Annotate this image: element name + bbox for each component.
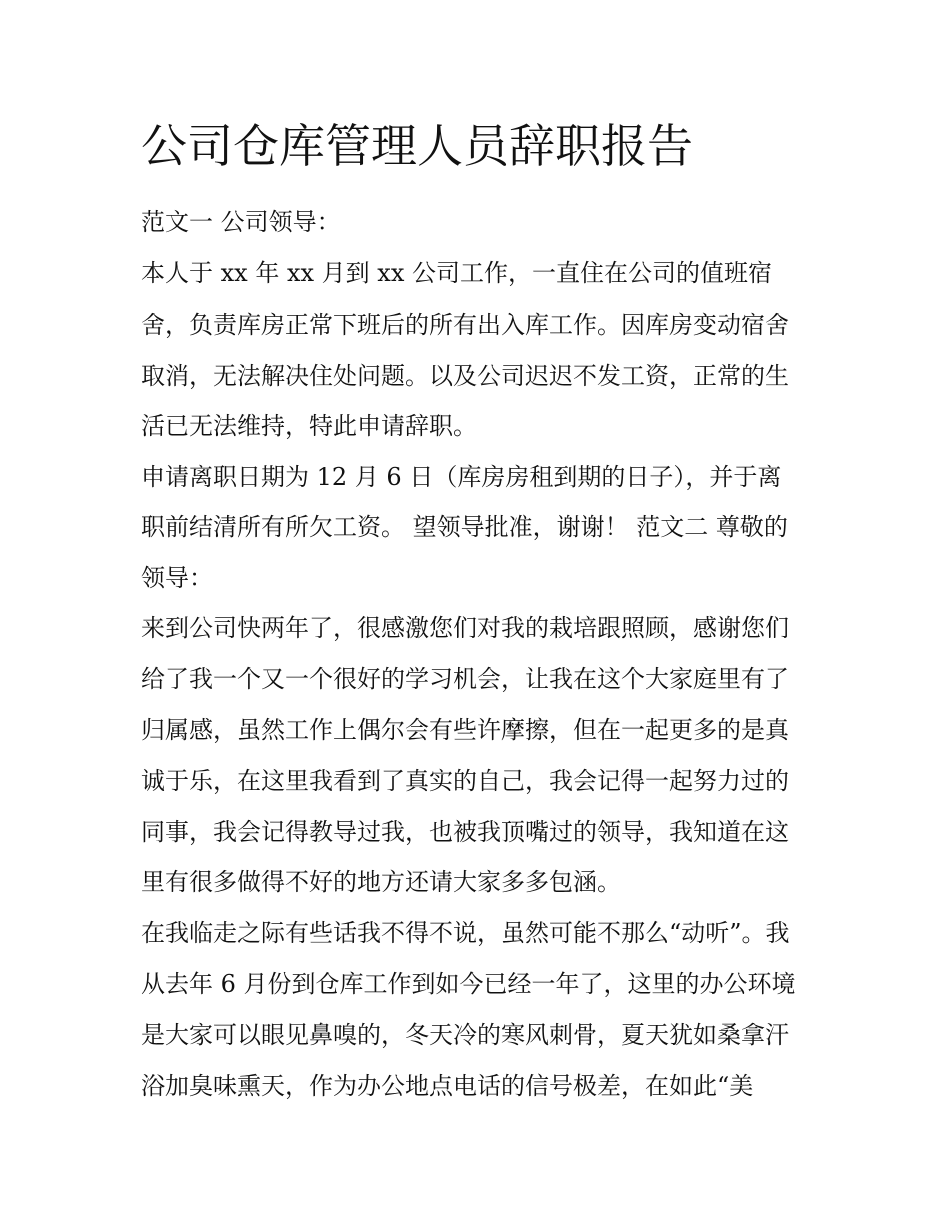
body-line: 诚于乐，在这里我看到了真实的自己，我会记得一起努力过的 (141, 767, 789, 795)
body-line: 从去年 6 月份到仓库工作到如今已经一年了，这里的办公环境 (141, 970, 796, 998)
body-line: 领导： (141, 564, 213, 592)
body-line: 舍，负责库房正常下班后的所有出入库工作。因库房变动宿舍 (141, 311, 789, 339)
body-line: 是大家可以眼见鼻嗅的，冬天冷的寒风刺骨，夏天犹如桑拿汗 (141, 1021, 789, 1049)
body-line: 在我临走之际有些话我不得不说，虽然可能不那么“动听”。我 (141, 919, 790, 947)
body-line: 申请离职日期为 12 月 6 日（库房房租到期的日子），并于离 (141, 463, 782, 491)
document-title: 公司仓库管理人员辞职报告 (141, 119, 693, 173)
body-line: 取消，无法解决住处问题。以及公司迟迟不发工资，正常的生 (141, 362, 789, 390)
body-line: 职前结清所有所欠工资。 望领导批准，谢谢！ 范文二 尊敬的 (141, 513, 788, 541)
body-line: 活已无法维持，特此申请辞职。 (141, 412, 477, 440)
body-line: 里有很多做得不好的地方还请大家多多包涵。 (141, 868, 621, 896)
body-line: 浴加臭味熏天，作为办公地点电话的信号极差，在如此“美 (141, 1072, 754, 1100)
body-line: 给了我一个又一个很好的学习机会，让我在这个大家庭里有了 (141, 665, 789, 693)
body-line: 来到公司快两年了，很感激您们对我的栽培跟照顾，感谢您们 (141, 614, 789, 642)
body-line: 本人于 xx 年 xx 月到 xx 公司工作，一直住在公司的值班宿 (141, 259, 772, 287)
body-line: 范文一 公司领导： (141, 208, 341, 236)
body-line: 同事，我会记得教导过我，也被我顶嘴过的领导，我知道在这 (141, 818, 789, 846)
body-line: 归属感，虽然工作上偶尔会有些许摩擦，但在一起更多的是真 (141, 716, 789, 744)
